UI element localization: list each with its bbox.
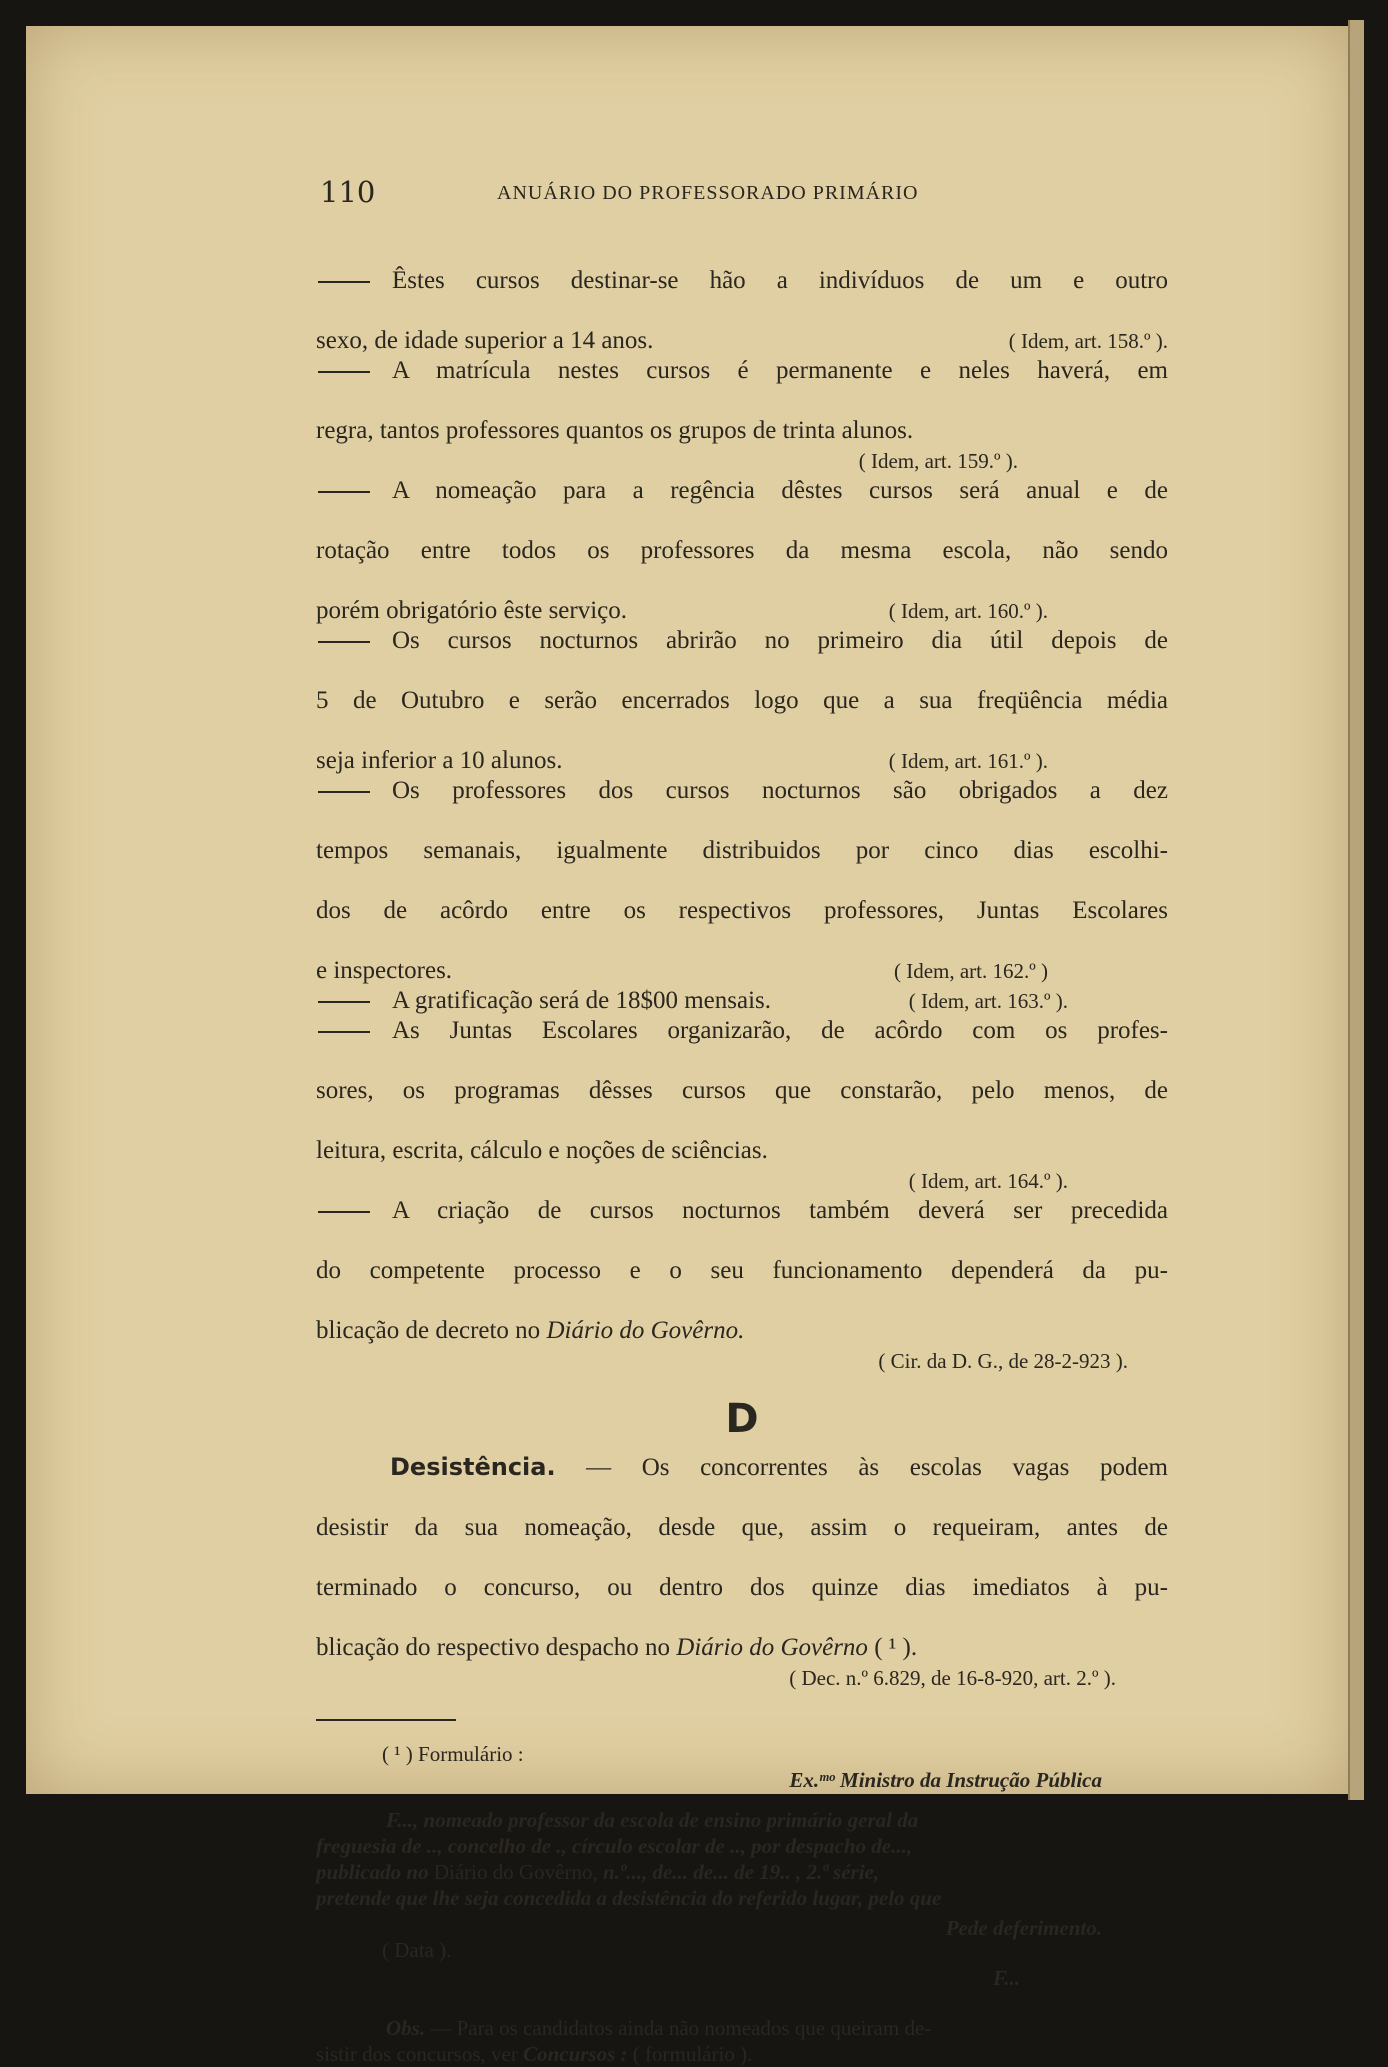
citation: ( Idem, art. 158.º ). bbox=[1008, 329, 1168, 353]
dash-rule bbox=[318, 371, 370, 373]
citation: ( Idem, art. 160.º ). bbox=[888, 599, 1048, 623]
paragraph-5: Os professores dos cursos nocturnos são obrigados a dez bbox=[316, 776, 1168, 836]
dash-rule bbox=[318, 1211, 370, 1213]
dash-rule bbox=[318, 491, 370, 493]
running-header: ANUÁRIO DO PROFESSORADO PRIMÁRIO bbox=[497, 182, 919, 204]
dash-rule bbox=[318, 791, 370, 793]
dash-rule bbox=[318, 1031, 370, 1033]
section-letter: D bbox=[725, 1396, 759, 1442]
paragraph-6: A gratificação será de 18$00 mensais. ( Idem, art. 163.º ). bbox=[316, 986, 1168, 1016]
page-body: Êstes cursos destinar-se hão a indivíduos de um e outro sexo, de idade superior a 14 anos. ( Idem, art. 158.º ). A matrícula nestes cursos é permanente e neles haverá, em regra, tantos professores quantos os grupos de trinta alunos. ( Idem, art. 159.º ). A nomeação para a regência dêstes cursos será anual e de rotação entre todos os professores da mesma escola, não sendo porém obrigatório êste serviço. ( Idem, art. 160.º ). Os cursos nocturnos abrirão no primeiro dia útil depois de 5 de Outubro e serão encerrados logo que a sua freqüência média seja inferior a 10 alunos. ( Idem, art. 161.º ). Os professores dos cursos nocturnos são obrigados a dez tempos semanais, igualmente distribuidos por cinco dias escolhi- dos de acôrdo entre os respectivos professores, Juntas Escolares e inspectores. ( Idem, art. 162.º ) A gratificação será de 18$00 mensais. ( Idem, art. 163.º ). As Juntas Escolares organizarão, de acôrdo com os profes- sores, os programas dêsses cursos que constarão, pelo menos, de leitura, escrita, cálculo e noções de sciências. ( Idem, art. 164.º ). A criação de cursos nocturnos também deverá ser precedida do competente processo e o seu funcionamento dependerá da pu- blicação de decreto no Diário do Govêrno. ( Cir. da D. G., de 28-2-923 ). D Desistência. — Os concorrentes às escolas vagas podem desistir da sua nomeação, desde que, assim o requeiram, antes de terminado o concurso, ou dentro dos quinze dias imediatos à pu- blicação do respectivo despacho no Diário do Govêrno ( ¹ ). ( Dec. n.º 6.829, de 16-8-920, art. 2.º ). ( ¹ ) Formulário : Ex.ᵐᵒ Ministro da Instrução Pública F..., nomeado professor da escola de ensino primário geral da freguesia de .., concelho de ., círculo escolar de .., por despacho de..., publicado no Diário do Govêrno, n.º..., de... de... de 19.. , 2.ª série, pretende que lhe seja concedida a desistência do referido lugar, pelo que Pede deferimento. ( Data ). F... Obs. — Para os candidatos ainda não nomeados que queiram de- sistir dos concursos, ver Concursos : ( formulário ). bbox=[316, 267, 1168, 2066]
form-signature: F... bbox=[992, 1966, 1020, 1990]
form-date: ( Data ). bbox=[382, 1938, 452, 1962]
form-text: F..., nomeado professor da escola de ensino primário geral da freguesia de .., concelho de ., círculo escolar de .., por despacho de..., publicado no Diário do Govêrno, n.º..., de... de... de 19.. , 2.ª série, pretende que lhe seja concedida a desistência do referido lugar, pelo que bbox=[316, 1808, 942, 1910]
footnote bbox=[316, 1741, 1168, 2067]
citation: ( Dec. n.º 6.829, de 16-8-920, art. 2.º ). bbox=[789, 1666, 1116, 1690]
paragraph-3: A nomeação para a regência dêstes cursos será anual e de bbox=[316, 476, 1168, 536]
paragraph-2: A matrícula nestes cursos é permanente e neles haverá, em bbox=[316, 356, 1168, 416]
paragraph-8: A criação de cursos nocturnos também deverá ser precedida bbox=[316, 1196, 1168, 1256]
entry-term: Desistência. bbox=[390, 1453, 556, 1481]
dash-rule bbox=[318, 1001, 370, 1003]
paragraph-1: Êstes cursos destinar-se hão a indivíduos de um e outro bbox=[316, 266, 1168, 326]
paragraph-1-end: sexo, de idade superior a 14 anos. ( Idem, art. 158.º ). bbox=[316, 327, 1168, 354]
citation: ( Idem, art. 159.º ). bbox=[858, 449, 1018, 473]
paragraph-7: As Juntas Escolares organizarão, de acôrdo com os profes- bbox=[316, 1016, 1168, 1076]
citation: ( Idem, art. 161.º ). bbox=[888, 749, 1048, 773]
footnote-label: ( ¹ ) Formulário : bbox=[382, 1742, 524, 1766]
form-signature-block bbox=[316, 1911, 1168, 1990]
entry-desistencia: Desistência. — Os concorrentes às escolas vagas podem bbox=[390, 1453, 1168, 1481]
form-request: Pede deferimento. bbox=[945, 1916, 1102, 1940]
dash-rule bbox=[318, 281, 370, 283]
citation: ( Idem, art. 162.º ) bbox=[893, 959, 1048, 983]
dash-rule bbox=[318, 641, 370, 643]
citation: ( Idem, art. 163.º ). bbox=[908, 989, 1068, 1013]
citation: ( Cir. da D. G., de 28-2-923 ). bbox=[878, 1349, 1128, 1373]
paragraph-4: Os cursos nocturnos abrirão no primeiro dia útil depois de bbox=[316, 626, 1168, 686]
next-page-edge bbox=[1348, 20, 1364, 1800]
page-number: 110 bbox=[320, 175, 376, 209]
observation: Obs. — Para os candidatos ainda não nomeados que queiram de- sistir dos concursos, ver Concursos : ( formulário ). bbox=[316, 2016, 932, 2066]
citation: ( Idem, art. 164.º ). bbox=[908, 1169, 1068, 1193]
form-addressee: Ex.ᵐᵒ Ministro da Instrução Pública bbox=[789, 1768, 1102, 1792]
footnote-rule bbox=[316, 1719, 456, 1721]
